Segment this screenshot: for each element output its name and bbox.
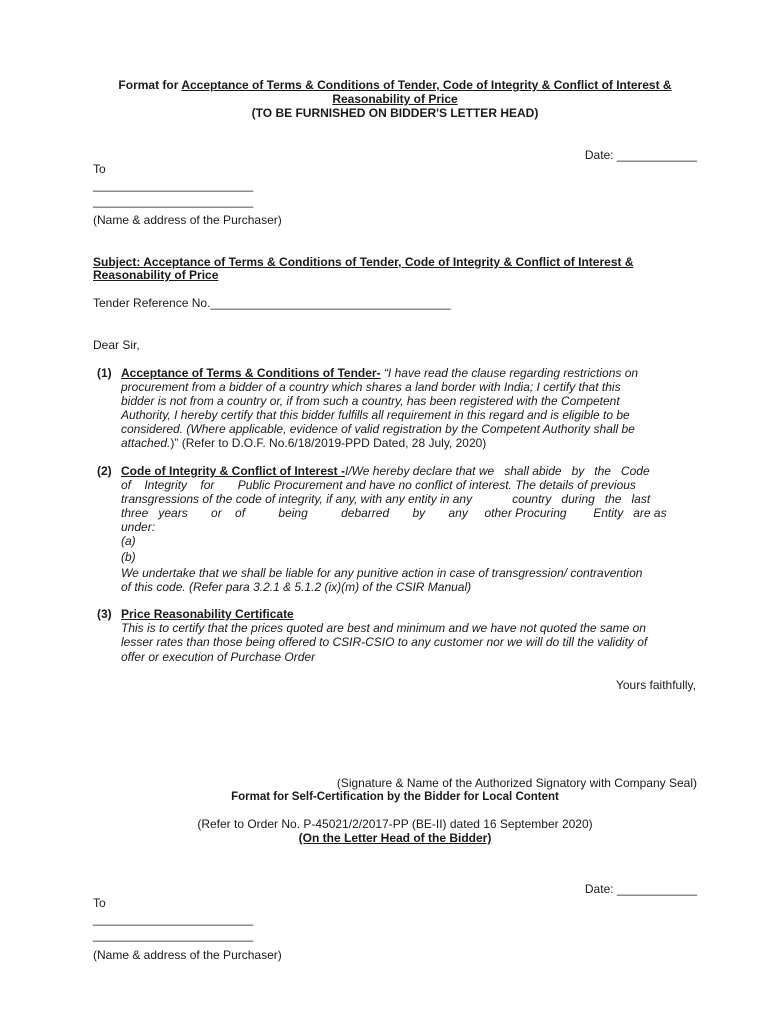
item-1-line: bidder is not from a country or, if from such a country, has been registered with the Competent (121, 394, 620, 408)
item-2-sub-a: (a) (121, 534, 136, 548)
second-form-title: Format for Self-Certification by the Bidder for Local Content (231, 791, 559, 803)
item-1-heading: Acceptance of Terms & Conditions of Tender- (121, 366, 381, 380)
item-2-line: I/We hereby declare that we shall abide by the Code (345, 464, 650, 478)
closing: Yours faithfully, (615, 678, 696, 692)
form-title: Acceptance of Terms & Conditions of Tender, Code of Integrity & Conflict of Interest & (181, 78, 672, 92)
salutation: Dear Sir, (93, 338, 140, 352)
item-2-line: We undertake that we shall be liable for any punitive action in case of transgression/ contravention (121, 566, 643, 580)
second-form-reference: (Refer to Order No. P-45021/2/2017-PP (BE-II) dated 16 September 2020) (197, 817, 593, 831)
form-title-line1 (0, 78, 770, 92)
second-to-label: To (93, 896, 106, 910)
item-2-first-line (121, 464, 650, 478)
second-address-line-2: ________________________ (93, 928, 254, 942)
address-line-1: ________________________ (93, 178, 254, 192)
item-1-line: “I have read the clause regarding restrictions on (383, 366, 639, 380)
item-1-first-line (121, 366, 696, 380)
item-2-heading: Code of Integrity & Conflict of Interest - (121, 464, 345, 478)
item-2-line: under: (121, 520, 156, 534)
subject-line1: Subject: Acceptance of Terms & Conditions of Tender, Code of Integrity & Conflict of Interest & (93, 255, 634, 269)
date-field: Date: ____________ (584, 148, 697, 162)
to-label: To (93, 162, 106, 176)
subject-line2: Reasonability of Price (93, 268, 219, 282)
signature-line: (Signature & Name of the Authorized Signatory with Company Seal) (336, 776, 697, 790)
tender-reference: Tender Reference No.____________________________________ (93, 296, 451, 310)
item-3-number: (3) (97, 607, 112, 621)
form-subtitle: (TO BE FURNISHED ON BIDDER'S LETTER HEAD) (251, 106, 539, 120)
item-2-number: (2) (97, 464, 112, 478)
item-1-line: considered. (Where applicable, evidence of valid registration by the Competent Authority shall be (121, 422, 635, 436)
item-1-reference: )” (Refer to D.O.F. No.6/18/2019-PPD Dated, 28 July, 2020) (170, 436, 487, 450)
second-address-note: (Name & address of the Purchaser) (93, 948, 282, 962)
item-1-last-italic: attached. (121, 436, 171, 450)
address-note: (Name & address of the Purchaser) (93, 213, 282, 227)
item-1-number: (1) (97, 366, 112, 380)
second-date-field: Date: ____________ (584, 882, 697, 896)
item-3-line: offer or execution of Purchase Order (121, 650, 316, 664)
item-1-last-line (121, 436, 486, 450)
address-line-2: ________________________ (93, 194, 254, 208)
item-2-sub-b: (b) (121, 550, 136, 564)
second-form-letterhead: (On the Letter Head of the Bidder) (298, 831, 492, 845)
item-2-line: three years or of being debarred by any other Procuring Entity are as (121, 506, 667, 520)
form-title-line2: Reasonability of Price (332, 92, 458, 106)
item-2-line: of Integrity for Public Procurement and have no conflict of interest. The details of previous (121, 478, 636, 492)
second-address-line-1: ________________________ (93, 912, 254, 926)
item-1-line: procurement from a bidder of a country which shares a land border with India; I certify that this (121, 380, 621, 394)
item-3-line: This is to certify that the prices quoted are best and minimum and we have not quoted the same on (121, 621, 646, 635)
item-2-line: transgressions of the code of integrity, if any, with any entity in any country during the last (121, 492, 651, 506)
form-title-prefix: Format for (118, 78, 182, 92)
item-2-line: of this code. (Refer para 3.2.1 & 5.1.2 (ix)(m) of the CSIR Manual) (121, 580, 472, 594)
item-3-line: lesser rates than those being offered to CSIR-CSIO to any customer nor we will do till the validity of (121, 635, 648, 649)
item-3-heading: Price Reasonability Certificate (121, 607, 294, 621)
item-1-line: Authority, I hereby certify that this bidder fulfills all requirement in this regard and is eligible to be (121, 408, 630, 422)
